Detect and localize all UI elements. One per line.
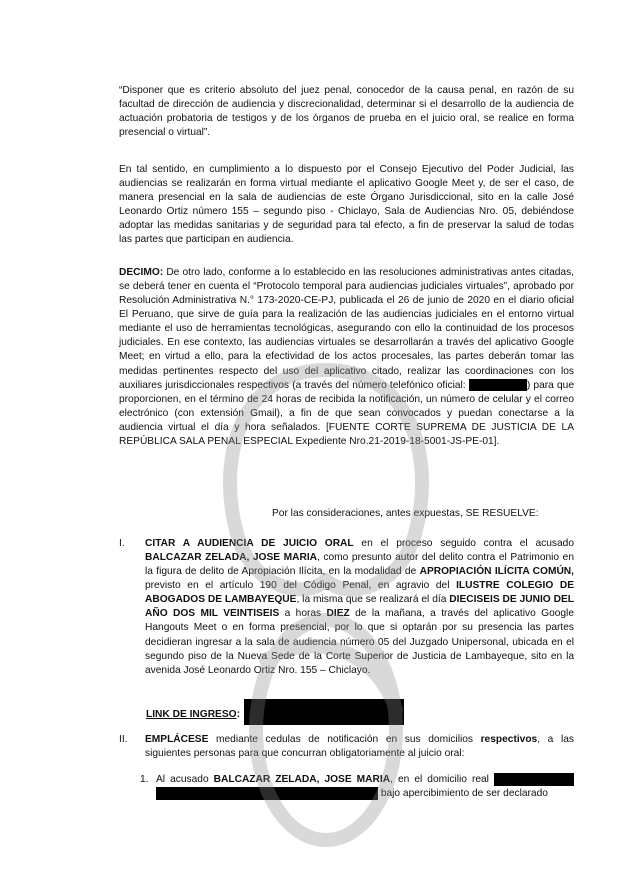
paragraph-decimo [119,266,574,449]
sub1-seg2: BALCAZAR ZELADA, JOSE MARIA [213,774,391,786]
redaction-phone-number [469,379,527,391]
item2-seg2: mediante cedulas de notificación en sus domicilios [208,734,481,745]
item1-seg4: , como presunto autor del delito contra el Patrimonio en la figura de delito de Apropiación Ilícita, en la modalidad de [145,552,574,578]
item1-seg9: DIECISEIS DE JUNIO DEL AÑO DOS MIL VEINTISEIS [145,594,574,620]
paragraph-se-resuelve: Por las consideraciones, antes expuestas, SE RESUELVE: [272,508,539,519]
decimo-text-2: ) para que proporcionen, en el término de 24 horas de recibida la notificación, un número de celular y el correo electrónico (con extensión Gmail), a fin de que sean convocados y puedan conectarse a la audiencia virtual el día y hora señalados. [FUENTE CORTE SUPREMA DE JUSTICIA DE LA REPÚBLICA SALA PENAL ESPECIAL Expediente Nro.21-2019-18-5001-JS-PE-01]. [119,379,574,447]
resolution-item-1-text [145,537,574,678]
item1-seg5: APROPIACIÓN ILÍCITA COMÚN, [419,566,574,578]
redaction-meeting-link [244,699,404,725]
item1-seg6: previsto en el artículo 190 del Código Penal, en agravio del [145,580,457,592]
redaction-address-2 [156,787,378,800]
item2-seg1: EMPLÁCESE [145,734,209,745]
sub1-seg4: bajo apercibimiento de ser declarado [378,788,548,800]
item2-seg4: , a las siguientes personas para que concurran obligatoriamente al juicio oral: [145,734,574,760]
item2-seg3: respectivos [480,734,538,745]
link-label: LINK DE INGRESO [146,709,237,720]
item1-seg12: de la mañana, a través del aplicativo Google Hangouts Meet o en forma presencial, por lo que si optarán por su presencia las partes decidieran ingresar a la sala de audiencia número 05 del Juzgado Unipersonal, ubicada en el segundo piso de la Nueva Sede de la Corte Superior de Justicia de Lambayeque, sito en la avenida José Leonardo Ortiz Nro. 155 – Chiclayo. [145,608,574,676]
sub1-seg3: , en el domicilio real [390,774,494,786]
item1-seg1: CITAR A AUDIENCIA DE JUICIO ORAL [145,538,354,549]
decimo-text-1: De otro lado, conforme a lo establecido en las resoluciones administrativas antes citadas, se deberá tener en cuenta el “Protocolo temporal para audiencias judiciales virtuales”, aprobado por Resolución Administrativa N.° 173-2020-CE-PJ, publicada el 26 de junio de 2020 en el diario oficial El Peruano, que sirve de guía para la realización de las audiencias judiciales en el entorno virtual mediante el uso de herramientas tecnológicas, asegurando con ello la continuidad de los procesos judiciales. En ese contexto, las audiencias virtuales se desarrollarán a través del aplicativo Google Meet; en virtud a ello, para la efectividad de los actos procesales, las partes deberán tomar las medidas pertinentes respecto del uso del aplicativo citado, realizar las coordinaciones con los auxiliares jurisdiccionales respectivos (a través del número telefónico oficial: [119,267,574,391]
roman-numeral-1: I. [119,538,125,549]
resolution-item-1 [119,537,574,678]
sub-item-number: 1. [140,774,149,785]
item1-seg2: en el proceso seguido contra el acusado [353,538,574,549]
paragraph-consejo-ejecutivo: En tal sentido, en cumplimiento a lo dispuesto por el Consejo Ejecutivo del Poder Judicial, las audiencias se realizarán en forma virtual mediante el aplicativo Google Meet y, de ser el caso, de manera presencial en la sala de audiencias de este Órgano Jurisdiccional, sito en la calle José Leonardo Ortiz número 155 – segundo piso - Chiclayo, Sala de Audiencias Nro. 05, debiéndose adoptar las medidas sanitarias y de seguridad para tal efecto, a fin de preservar la salud de todas las partes que participan en audiencia. [119,164,574,246]
item1-seg7: ILUSTRE COLEGIO DE ABOGADOS DE LAMBAYEQUE [145,580,574,606]
sub-item-1 [140,773,574,802]
resolution-item-2 [119,733,574,761]
sub1-seg1: Al acusado [156,774,214,786]
redaction-address-1 [494,773,574,786]
item1-seg8: , la misma que se realizará el día [296,594,450,606]
resolution-item-2-text [145,733,574,761]
link-de-ingreso [146,699,404,725]
decimo-label: DECIMO: [119,267,164,278]
item1-seg11: DIEZ [326,608,350,620]
item1-seg3: BALCAZAR ZELADA, JOSE MARIA [145,552,318,564]
sub-item-1-text [156,773,574,802]
quoted-paragraph: “Disponer que es criterio absoluto del juez penal, conocedor de la causa penal, en razón de su facultad de dirección de audiencia y discrecionalidad, determinar si el desarrollo de la audiencia de actuación probatoria de testigos y de los órganos de prueba en el juicio oral, se realice en forma presencial o virtual”. [119,85,574,139]
item1-seg10: a horas [279,608,327,620]
link-colon: : [236,709,240,720]
roman-numeral-2: II. [119,734,128,745]
